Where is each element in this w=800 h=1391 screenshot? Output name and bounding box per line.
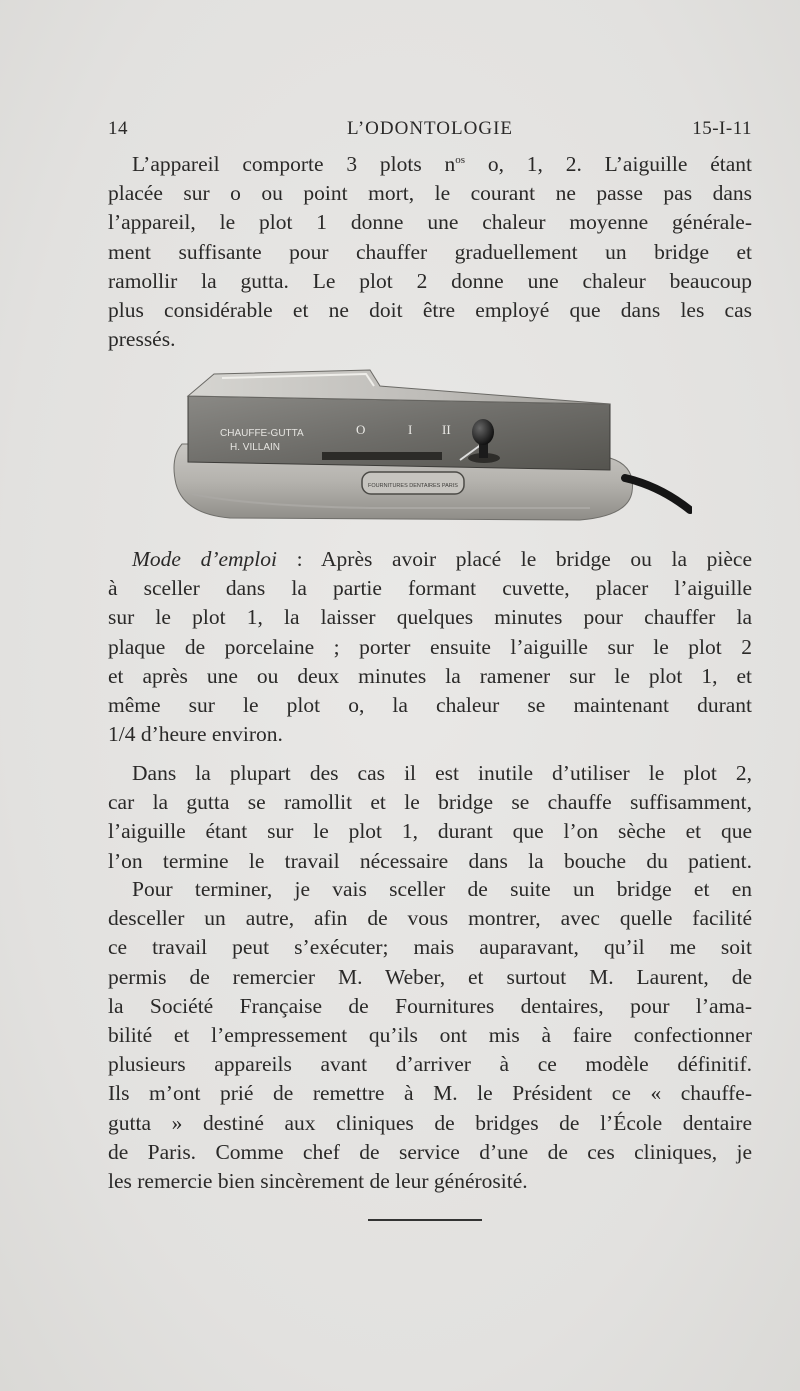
text-line: L’appareil comporte 3 plots $n^{os}$ o, 1, 2. L’aiguille étant [132,152,752,176]
running-header [108,118,752,142]
maker-plate: FOURNITURES DENTAIRES PARIS [368,483,458,489]
text-line: plusieurs appareils avant d’arriver à ce modèle définitif. [108,1052,752,1077]
text-line: Dans la plupart des cas il est inutile d’utiliser le plot 2, [132,761,752,785]
text-line: les remercie bien sincèrement de leur générosité. [108,1169,528,1194]
text-line: l’on termine le travail nécessaire dans la bouche du patient. [108,848,752,873]
text-line: même sur le plot o, la chaleur se maintenant durant [108,693,752,718]
running-title: L’ODONTOLOGIE [346,118,514,139]
label-villain: H. VILLAIN [230,442,281,453]
text-line: ce travail peut s’exécuter; mais auparavant, qu’il me soit [108,935,752,960]
paragraph-1 [108,150,752,354]
text-line: Mode d’emploi : Après avoir placé le bridge ou la pièce [132,547,752,571]
issue-date: 15-I-11 [692,118,752,139]
text-line: plaque de porcelaine ; porter ensuite l’aiguille sur le plot 2 [108,634,752,659]
switch-position-0: O [356,422,366,437]
text-line: desceller un autre, afin de vous montrer, avec quelle facilité [108,906,752,931]
text-line: la Société Française de Fournitures dentaires, pour l’ama- [108,993,752,1018]
label-chauffe-gutta: CHAUFFE-GUTTA [220,428,304,439]
text-line: gutta » destiné aux cliniques de bridges de l’École dentaire [108,1110,752,1135]
text-line: sur le plot 1, la laisser quelques minutes pour chauffer la [108,605,752,630]
mode-emploi-heading: Mode d’emploi [132,547,277,571]
end-rule [368,1219,482,1221]
switch-position-2: II [442,422,451,437]
text-line: l’appareil, le plot 1 donne une chaleur moyenne générale- [108,210,752,235]
text-line: plus considérable et ne doit être employé que dans les cas [108,298,752,323]
paragraph-3 [108,759,752,876]
paragraph-4 [108,875,752,1196]
chauffe-gutta-illustration [170,366,692,522]
text-line: bilité et l’empressement qu’ils ont mis à faire confectionner [108,1023,752,1048]
text-line: de Paris. Comme chef de service d’une de ces cliniques, je [108,1139,752,1164]
switch-position-1: I [408,422,413,437]
text-line: Ils m’ont prié de remettre à M. le Président ce « chauffe- [108,1081,752,1106]
paragraph-2 [108,545,752,749]
text-line: ment suffisante pour chauffer graduellement un bridge et [108,239,752,264]
page-number: 14 [108,118,128,139]
text-line: à sceller dans la partie formant cuvette, placer l’aiguille [108,576,752,601]
text-line: l’aiguille étant sur le plot 1, durant que l’on sèche et que [108,819,752,844]
text-line: permis de remercier M. Weber, et surtout M. Laurent, de [108,964,752,989]
control-knob-icon [472,419,494,445]
text-line: car la gutta se ramollit et le bridge se chauffe suffisamment, [108,790,752,815]
text-line: placée sur o ou point mort, le courant ne passe pas dans [108,181,752,206]
text-line: ramollir la gutta. Le plot 2 donne une chaleur beaucoup [108,268,752,293]
text-line: 1/4 d’heure environ. [108,722,283,747]
text-line: et après une ou deux minutes la ramener sur le plot 1, et [108,663,752,688]
text-line: pressés. [108,327,176,352]
text-line: Pour terminer, je vais sceller de suite un bridge et en [132,877,752,901]
